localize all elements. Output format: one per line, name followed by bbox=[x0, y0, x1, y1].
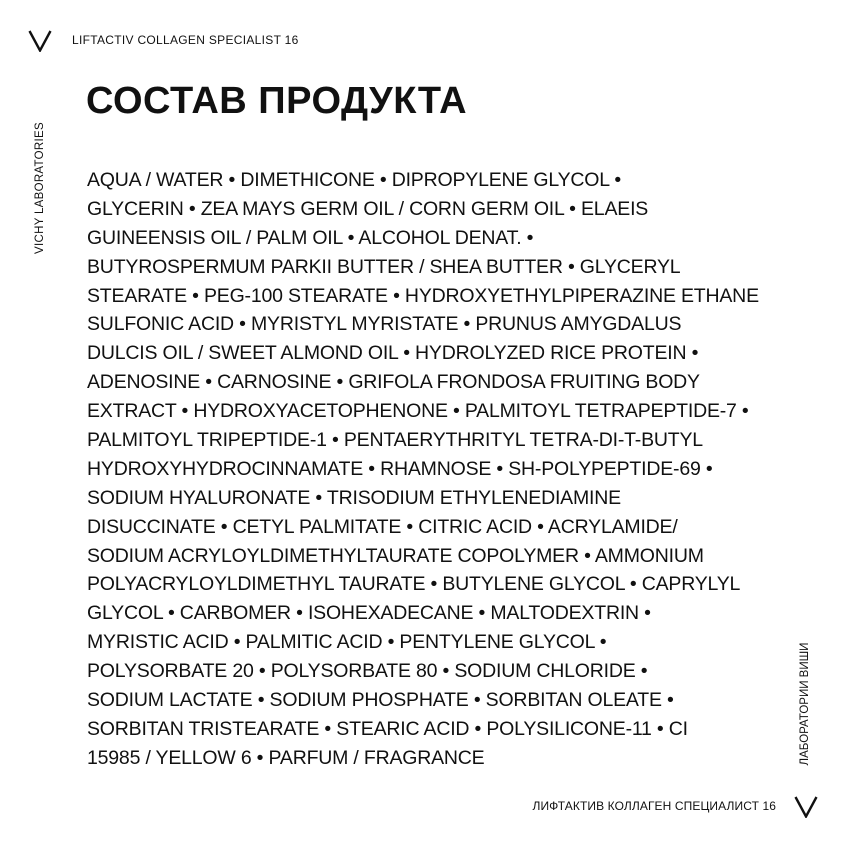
vichy-logo-icon bbox=[794, 796, 818, 818]
ingredients-line: ADENOSINE • CARNOSINE • GRIFOLA FRONDOSA FRUITING BODY bbox=[87, 371, 700, 394]
ingredients-line: POLYSORBATE 20 • POLYSORBATE 80 • SODIUM CHLORIDE • bbox=[87, 660, 648, 683]
ingredients-line: BUTYROSPERMUM PARKII BUTTER / SHEA BUTTER • GLYCERYL bbox=[87, 255, 681, 278]
ingredients-line: GLYCERIN • ZEA MAYS GERM OIL / CORN GERM OIL • ELAEIS bbox=[87, 197, 649, 220]
ingredients-line: AQUA / WATER • DIMETHICONE • DIPROPYLENE GLYCOL • bbox=[87, 169, 622, 191]
ingredients-line: MYRISTIC ACID • PALMITIC ACID • PENTYLENE GLYCOL • bbox=[87, 631, 607, 654]
ingredients-line: DISUCCINATE • CETYL PALMITATE • CITRIC ACID • ACRYLAMIDE/ bbox=[87, 515, 678, 538]
ingredients-line: GUINEENSIS OIL / PALM OIL • ALCOHOL DENAT. • bbox=[87, 226, 534, 249]
ingredients-line: PALMITOYL TRIPEPTIDE-1 • PENTAERYTHRITYL TETRA-DI-T-BUTYL bbox=[87, 429, 703, 452]
ingredients-line: HYDROXYHYDROCINNAMATE • RHAMNOSE • SH-POLYPEPTIDE-69 • bbox=[87, 457, 713, 480]
ingredients-line: EXTRACT • HYDROXYACETOPHENONE • PALMITOYL TETRAPEPTIDE-7 • bbox=[87, 400, 749, 423]
header-product-name: LIFTACTIV COLLAGEN SPECIALIST 16 bbox=[72, 33, 299, 47]
ingredients-line: SODIUM ACRYLOYLDIMETHYLTAURATE COPOLYMER • AMMONIUM bbox=[87, 544, 704, 567]
ingredients-line: SULFONIC ACID • MYRISTYL MYRISTATE • PRUNUS AMYGDALUS bbox=[87, 313, 682, 336]
vichy-logo-icon bbox=[28, 30, 52, 52]
ingredients-line: SORBITAN TRISTEARATE • STEARIC ACID • POLYSILICONE-11 • CI bbox=[87, 717, 688, 740]
ingredients-line: SODIUM HYALURONATE • TRISODIUM ETHYLENEDIAMINE bbox=[87, 486, 621, 509]
ingredients-line: POLYACRYLOYLDIMETHYL TAURATE • BUTYLENE GLYCOL • CAPRYLYL bbox=[87, 573, 741, 596]
ingredients-line: 15985 / YELLOW 6 • PARFUM / FRAGRANCE bbox=[87, 746, 485, 769]
footer-product-name: ЛИФТАКТИВ КОЛЛАГЕН СПЕЦИАЛИСТ 16 bbox=[532, 799, 776, 813]
ingredients-line: STEARATE • PEG-100 STEARATE • HYDROXYETHYLPIPERAZINE ETHANE bbox=[87, 284, 759, 307]
ingredients-line: GLYCOL • CARBOMER • ISOHEXADECANE • MALTODEXTRIN • bbox=[87, 602, 651, 625]
ingredients-line: DULCIS OIL / SWEET ALMOND OIL • HYDROLYZED RICE PROTEIN • bbox=[87, 342, 699, 365]
side-brand-label-ru: ЛАБОРАТОРИИ ВИШИ bbox=[799, 642, 811, 766]
ingredients-line: SODIUM LACTATE • SODIUM PHOSPHATE • SORBITAN OLEATE • bbox=[87, 689, 674, 712]
side-brand-label: VICHY LABORATORIES bbox=[34, 122, 46, 254]
page-title: СОСТАВ ПРОДУКТА bbox=[86, 80, 468, 122]
ingredients-list bbox=[87, 166, 777, 773]
